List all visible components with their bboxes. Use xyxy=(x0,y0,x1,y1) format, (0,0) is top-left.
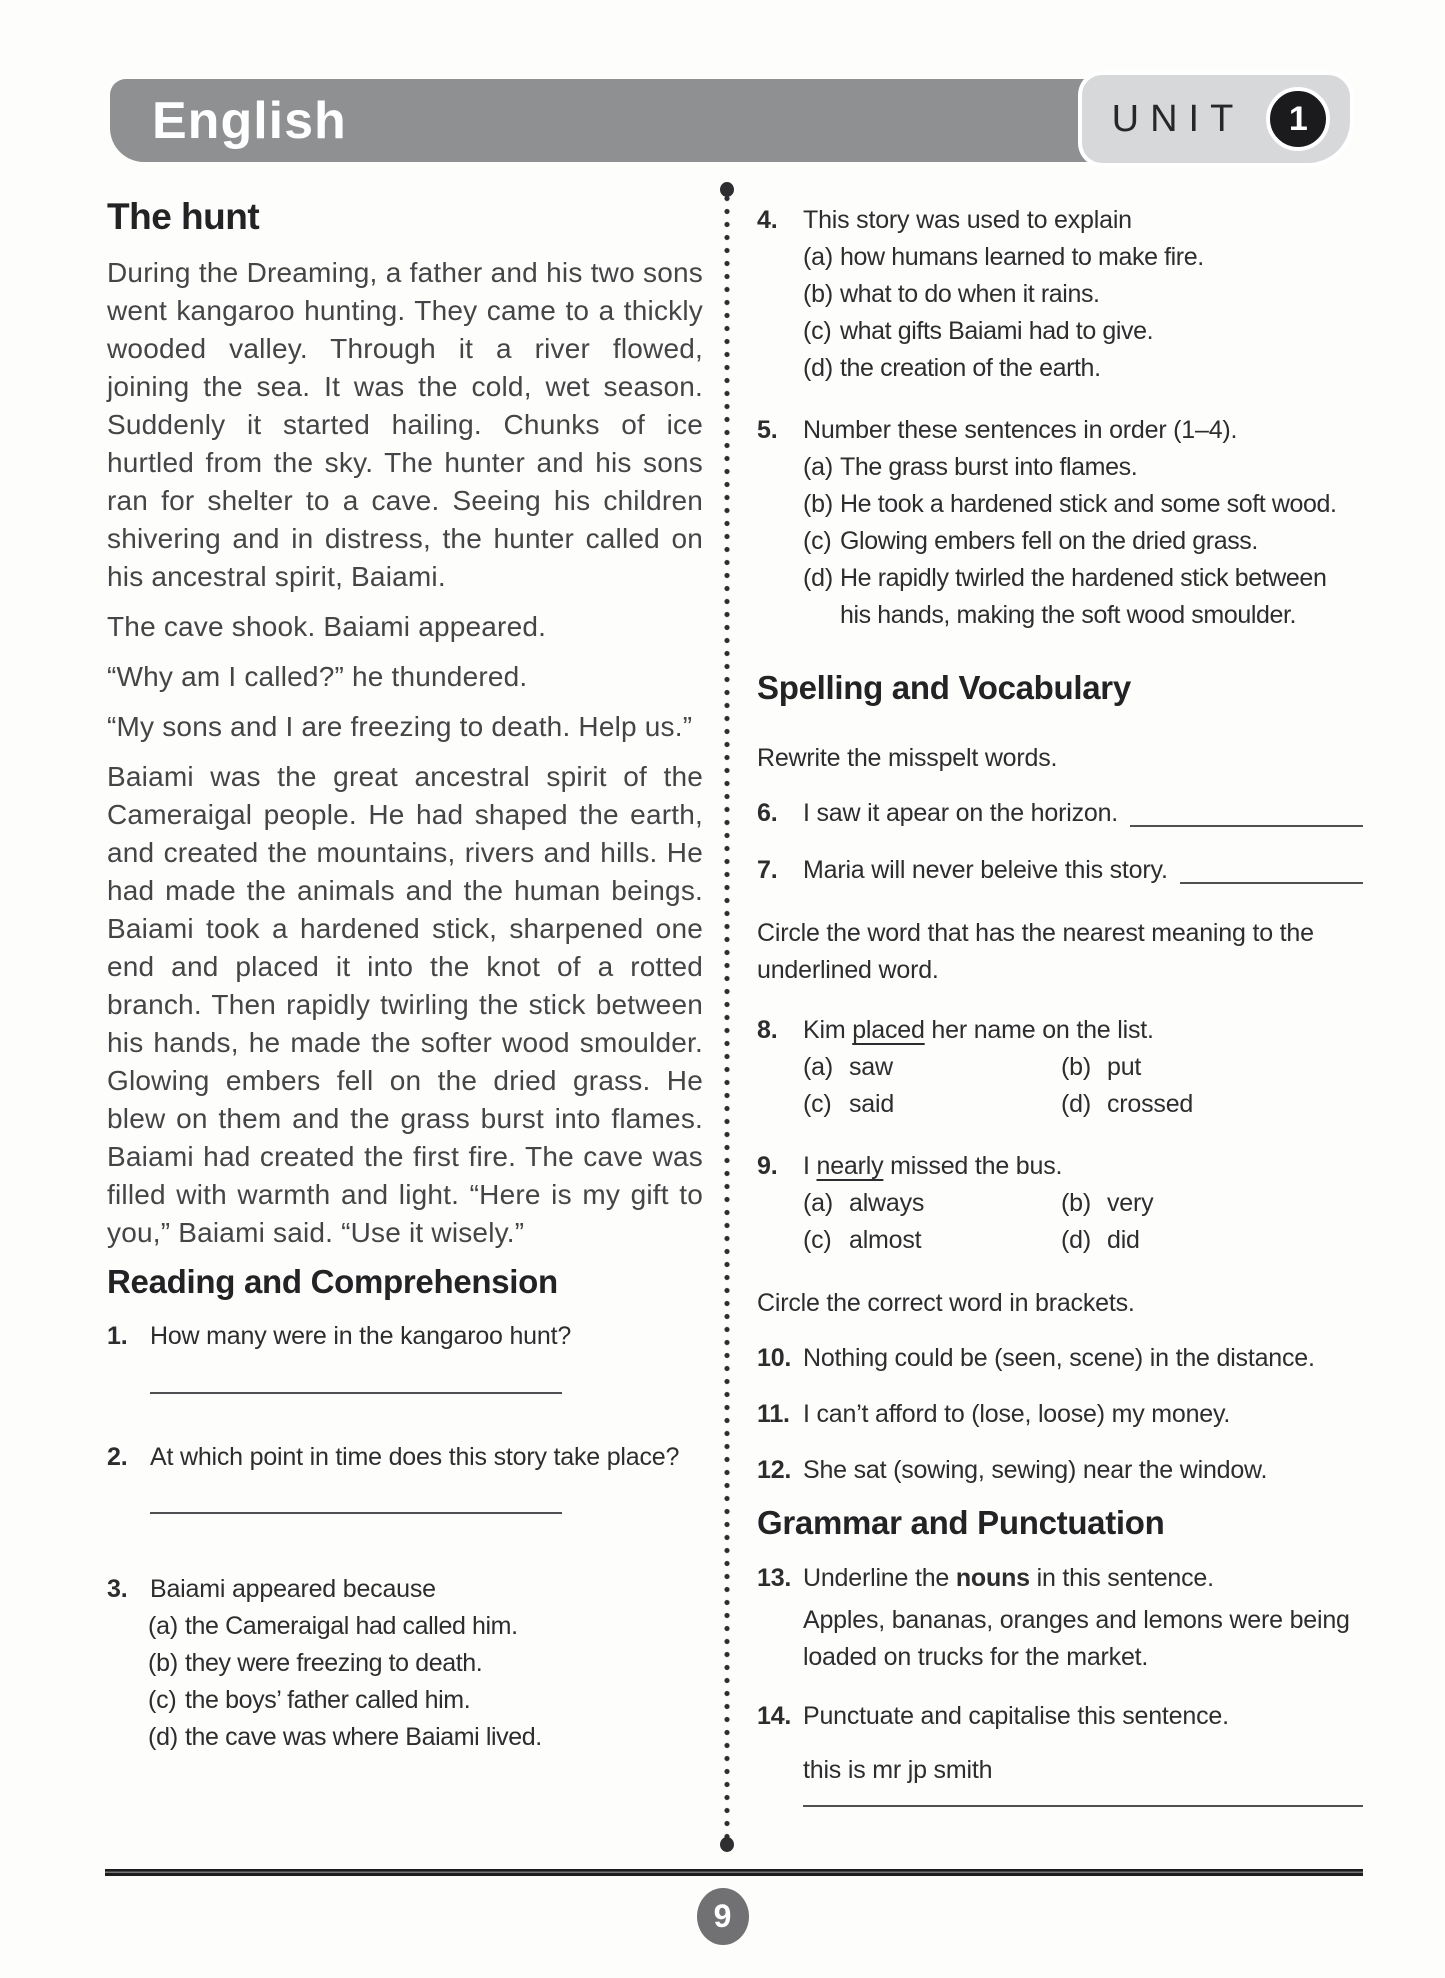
subject-title: English xyxy=(152,91,347,150)
question-text: This story was used to explain xyxy=(803,206,1132,234)
rewrite-instruction: Rewrite the misspelt words. xyxy=(757,744,1058,772)
story-paragraph-4: “My sons and I are freezing to death. Help us.” xyxy=(107,711,693,742)
option-row xyxy=(803,276,1363,313)
unit-label: UNIT xyxy=(1111,97,1245,140)
story-paragraph-3: “Why am I called?” he thundered. xyxy=(107,661,528,692)
question-number: 11. xyxy=(757,1400,790,1428)
option-label: (d) xyxy=(148,1723,178,1751)
option-row xyxy=(148,1608,703,1645)
subject-banner xyxy=(110,79,1150,162)
option-row xyxy=(148,1719,703,1756)
question-text: Maria will never beleive this story. xyxy=(803,856,1168,884)
left-column xyxy=(107,196,703,1756)
underlined-word: placed xyxy=(852,1016,925,1044)
option-row xyxy=(148,1645,703,1682)
option-label: (c) xyxy=(803,1090,832,1118)
question-1 xyxy=(107,1318,703,1355)
question-14-sentence: this is mr jp smith xyxy=(803,1756,993,1784)
question-2 xyxy=(107,1439,703,1476)
option-text: always xyxy=(849,1189,925,1217)
question-11 xyxy=(757,1396,1363,1433)
option-label: (a) xyxy=(803,1053,833,1081)
question-number: 1. xyxy=(107,1322,128,1350)
option-text: put xyxy=(1107,1053,1142,1081)
story-title: The hunt xyxy=(107,196,260,237)
option-label: (a) xyxy=(803,243,833,271)
option-label: (c) xyxy=(148,1686,177,1714)
option-label: (d) xyxy=(1061,1090,1091,1118)
answer-line-q1 xyxy=(150,1392,562,1394)
option-label: (a) xyxy=(148,1612,178,1640)
question-number: 14. xyxy=(757,1702,792,1730)
option-label: (a) xyxy=(803,453,833,481)
answer-line-q7 xyxy=(1180,852,1363,884)
options-grid-q8 xyxy=(803,1049,1363,1123)
nearest-meaning-instruction: Circle the word that has the nearest meaning to the underlined word. xyxy=(757,919,1314,984)
option-label: (b) xyxy=(1061,1053,1091,1081)
question-text: At which point in time does this story take place? xyxy=(150,1443,680,1471)
option-row xyxy=(803,1086,1061,1123)
question-number: 3. xyxy=(107,1575,128,1603)
option-label: (b) xyxy=(148,1649,178,1677)
story-paragraph-2: The cave shook. Baiami appeared. xyxy=(107,611,547,642)
option-label: (c) xyxy=(803,527,832,555)
heading-spelling-vocabulary: Spelling and Vocabulary xyxy=(757,669,1131,706)
option-text: almost xyxy=(849,1226,922,1254)
question-text: I nearly missed the bus. xyxy=(803,1152,1063,1180)
option-text: how humans learned to make fire. xyxy=(840,243,1204,271)
option-text: crossed xyxy=(1107,1090,1194,1118)
question-number: 9. xyxy=(757,1152,778,1180)
option-row xyxy=(1061,1086,1363,1123)
option-row xyxy=(803,239,1363,276)
question-4 xyxy=(757,202,1363,239)
option-text: the Cameraigal had called him. xyxy=(185,1612,518,1640)
option-row xyxy=(803,350,1363,387)
brackets-instruction: Circle the correct word in brackets. xyxy=(757,1289,1135,1317)
question-number: 2. xyxy=(107,1443,128,1471)
question-number: 4. xyxy=(757,206,778,234)
option-label: (d) xyxy=(803,354,833,382)
question-number: 6. xyxy=(757,799,778,827)
option-row xyxy=(803,560,1363,634)
option-row xyxy=(803,1049,1061,1086)
option-row xyxy=(803,523,1363,560)
question-text: Kim placed her name on the list. xyxy=(803,1016,1154,1044)
answer-line-q14 xyxy=(803,1805,1363,1807)
option-label: (d) xyxy=(803,564,833,592)
option-label: (b) xyxy=(1061,1189,1091,1217)
bold-word: nouns xyxy=(955,1564,1030,1592)
column-divider-dotted xyxy=(722,192,732,1844)
option-text: very xyxy=(1107,1189,1154,1217)
question-7 xyxy=(757,852,1363,889)
option-text: the boys’ father called him. xyxy=(185,1686,471,1714)
question-text: She sat (sowing, sewing) near the window. xyxy=(803,1456,1268,1484)
option-text: The grass burst into flames. xyxy=(840,453,1138,481)
option-label: (d) xyxy=(1061,1226,1091,1254)
question-number: 7. xyxy=(757,856,778,884)
option-text: saw xyxy=(849,1053,893,1081)
question-number: 10. xyxy=(757,1344,792,1372)
question-text: Underline the nouns in this sentence. xyxy=(803,1564,1214,1592)
footer-rule xyxy=(105,1869,1363,1876)
question-text: I saw it apear on the horizon. xyxy=(803,799,1119,827)
option-text: the creation of the earth. xyxy=(840,354,1101,382)
option-text: Glowing embers fell on the dried grass. xyxy=(840,527,1258,555)
answer-line-q6 xyxy=(1130,795,1363,827)
option-row xyxy=(803,449,1363,486)
page-number: 9 xyxy=(713,1898,732,1934)
right-column xyxy=(757,202,1363,1807)
option-row xyxy=(803,313,1363,350)
option-text: what gifts Baiami had to give. xyxy=(840,317,1154,345)
option-text: what to do when it rains. xyxy=(840,280,1100,308)
option-text: the cave was where Baiami lived. xyxy=(185,1723,542,1751)
option-label: (b) xyxy=(803,280,833,308)
unit-number-circle xyxy=(1266,87,1330,151)
question-6 xyxy=(757,795,1363,832)
option-label: (c) xyxy=(803,1226,832,1254)
question-number: 12. xyxy=(757,1456,792,1484)
question-9 xyxy=(757,1148,1363,1259)
option-row xyxy=(148,1682,703,1719)
heading-reading-comprehension: Reading and Comprehension xyxy=(107,1263,558,1300)
question-number: 13. xyxy=(757,1564,792,1592)
story-paragraph-5: Baiami was the great ancestral spirit of the Cameraigal people. He had shaped the earth, and created the mountains, rivers and hills. He had made the animals and the human beings. Baiami took a hardened stick, sharpened one end and placed it into the knot of a rotted branch. Then rapidly twirling the stick between his hands, he made the softer wood smoulder. Glowing embers fell on the dried grass. He blew on them and the grass burst into flames. Baiami had created the first fire. The cave was filled with warmth and light. “Here is my gift to you,” Baiami said. “Use it wisely.” xyxy=(107,761,703,1248)
underlined-word: nearly xyxy=(816,1152,884,1180)
question-3 xyxy=(107,1571,703,1608)
heading-grammar-punctuation: Grammar and Punctuation xyxy=(757,1504,1165,1541)
option-row xyxy=(1061,1049,1363,1086)
option-text: they were freezing to death. xyxy=(185,1649,483,1677)
question-text: Punctuate and capitalise this sentence. xyxy=(803,1702,1229,1730)
option-row xyxy=(1061,1185,1363,1222)
unit-number: 1 xyxy=(1288,99,1308,138)
options-grid-q9 xyxy=(803,1185,1363,1259)
option-label: (b) xyxy=(803,490,833,518)
option-row xyxy=(803,486,1363,523)
question-8 xyxy=(757,1012,1363,1123)
story-paragraph-1: During the Dreaming, a father and his two sons went kangaroo hunting. They came to a thickly wooded valley. Through it a river flowed, joining the sea. It was the cold, wet season. Suddenly it started hailing. Chunks of ice hurtled from the sky. The hunter and his sons ran for shelter to a cave. Seeing his children shivering and in distress, the hunter called on his ancestral spirit, Baiami. xyxy=(107,257,703,592)
option-label: (c) xyxy=(803,317,832,345)
question-text: I can’t afford to (lose, loose) my money. xyxy=(803,1400,1231,1428)
question-number: 8. xyxy=(757,1016,778,1044)
question-number: 5. xyxy=(757,416,778,444)
option-text: He rapidly twirled the hardened stick between his hands, making the soft wood smoulder. xyxy=(840,564,1327,629)
option-row xyxy=(1061,1222,1363,1259)
option-text: said xyxy=(849,1090,895,1118)
unit-badge xyxy=(1082,75,1350,163)
question-text: Number these sentences in order (1–4). xyxy=(803,416,1238,444)
question-text: Baiami appeared because xyxy=(150,1575,436,1603)
question-12 xyxy=(757,1452,1363,1489)
answer-line-q2 xyxy=(150,1512,562,1514)
question-4-block xyxy=(757,202,1363,387)
question-13-sentence: Apples, bananas, oranges and lemons were being loaded on trucks for the market. xyxy=(803,1606,1350,1671)
question-5 xyxy=(757,412,1363,634)
question-text: How many were in the kangaroo hunt? xyxy=(150,1322,572,1350)
page-number-badge xyxy=(697,1888,749,1945)
option-row xyxy=(803,1185,1061,1222)
option-text: He took a hardened stick and some soft wood. xyxy=(840,490,1337,518)
question-text: Nothing could be (seen, scene) in the distance. xyxy=(803,1344,1315,1372)
option-text: did xyxy=(1107,1226,1140,1254)
question-13 xyxy=(757,1560,1363,1597)
question-14 xyxy=(757,1698,1363,1735)
option-label: (a) xyxy=(803,1189,833,1217)
question-10 xyxy=(757,1340,1363,1377)
option-row xyxy=(803,1222,1061,1259)
